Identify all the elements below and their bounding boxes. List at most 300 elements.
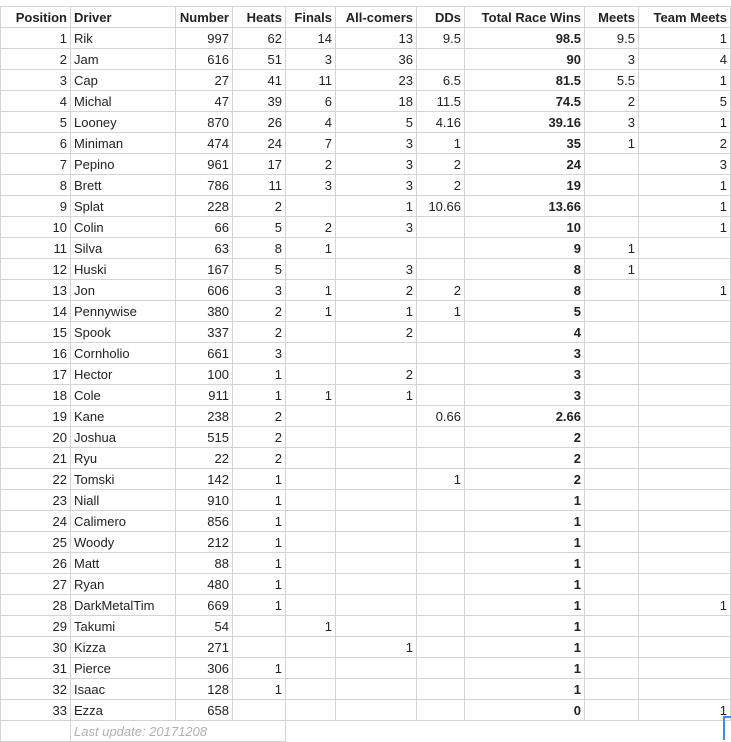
cell-meets[interactable] — [585, 553, 639, 574]
cell-finals[interactable]: 11 — [286, 70, 336, 91]
cell-total-race-wins[interactable]: 1 — [465, 637, 585, 658]
cell-number[interactable]: 142 — [176, 469, 233, 490]
cell-total-race-wins[interactable]: 90 — [465, 49, 585, 70]
cell-meets[interactable] — [585, 637, 639, 658]
cell-all-comers[interactable]: 2 — [336, 280, 417, 301]
cell-finals[interactable] — [286, 469, 336, 490]
cell-meets[interactable] — [585, 448, 639, 469]
cell-heats[interactable]: 2 — [233, 322, 286, 343]
cell-driver[interactable]: Huski — [71, 259, 176, 280]
cell-all-comers[interactable]: 1 — [336, 196, 417, 217]
cell-meets[interactable]: 2 — [585, 91, 639, 112]
cell-heats[interactable]: 2 — [233, 427, 286, 448]
cell-position[interactable]: 29 — [1, 616, 71, 637]
cell-heats[interactable]: 1 — [233, 658, 286, 679]
cell-team-meets[interactable] — [639, 574, 731, 595]
cell-position[interactable]: 3 — [1, 70, 71, 91]
cell-dds[interactable] — [417, 427, 465, 448]
cell-finals[interactable] — [286, 553, 336, 574]
cell-total-race-wins[interactable]: 9 — [465, 238, 585, 259]
cell-team-meets[interactable] — [639, 364, 731, 385]
cell-heats[interactable]: 8 — [233, 238, 286, 259]
cell-all-comers[interactable] — [336, 406, 417, 427]
cell-position[interactable]: 14 — [1, 301, 71, 322]
cell-team-meets[interactable]: 5 — [639, 91, 731, 112]
cell-position[interactable]: 11 — [1, 238, 71, 259]
cell-heats[interactable]: 1 — [233, 595, 286, 616]
cell-meets[interactable] — [585, 385, 639, 406]
cell-position[interactable]: 9 — [1, 196, 71, 217]
cell-meets[interactable]: 1 — [585, 238, 639, 259]
cell-total-race-wins[interactable]: 4 — [465, 322, 585, 343]
cell-team-meets[interactable] — [639, 322, 731, 343]
cell-all-comers[interactable]: 3 — [336, 217, 417, 238]
cell-total-race-wins[interactable]: 2 — [465, 427, 585, 448]
cell-meets[interactable]: 9.5 — [585, 28, 639, 49]
cell-total-race-wins[interactable]: 1 — [465, 595, 585, 616]
cell-team-meets[interactable]: 1 — [639, 217, 731, 238]
cell-dds[interactable] — [417, 637, 465, 658]
cell-meets[interactable] — [585, 511, 639, 532]
cell-position[interactable]: 28 — [1, 595, 71, 616]
cell-all-comers[interactable]: 18 — [336, 91, 417, 112]
cell-total-race-wins[interactable]: 1 — [465, 574, 585, 595]
cell-position[interactable]: 32 — [1, 679, 71, 700]
cell-all-comers[interactable]: 23 — [336, 70, 417, 91]
cell-heats[interactable]: 1 — [233, 364, 286, 385]
cell-all-comers[interactable] — [336, 658, 417, 679]
cell-finals[interactable]: 4 — [286, 112, 336, 133]
cell-all-comers[interactable]: 36 — [336, 49, 417, 70]
cell-total-race-wins[interactable]: 3 — [465, 364, 585, 385]
cell-team-meets[interactable] — [639, 427, 731, 448]
cell-all-comers[interactable]: 1 — [336, 637, 417, 658]
cell-driver[interactable]: Joshua — [71, 427, 176, 448]
cell-meets[interactable] — [585, 364, 639, 385]
cell-finals[interactable]: 14 — [286, 28, 336, 49]
cell-meets[interactable] — [585, 280, 639, 301]
cell-position[interactable]: 15 — [1, 322, 71, 343]
cell-total-race-wins[interactable]: 1 — [465, 679, 585, 700]
cell-total-race-wins[interactable]: 3 — [465, 343, 585, 364]
cell-all-comers[interactable]: 3 — [336, 154, 417, 175]
cell-heats[interactable] — [233, 637, 286, 658]
cell-driver[interactable]: Michal — [71, 91, 176, 112]
cell-heats[interactable]: 39 — [233, 91, 286, 112]
footer-empty-cell[interactable] — [1, 721, 71, 742]
cell-driver[interactable]: Cole — [71, 385, 176, 406]
cell-team-meets[interactable] — [639, 238, 731, 259]
cell-heats[interactable] — [233, 616, 286, 637]
cell-position[interactable]: 13 — [1, 280, 71, 301]
cell-team-meets[interactable]: 2 — [639, 133, 731, 154]
cell-total-race-wins[interactable]: 13.66 — [465, 196, 585, 217]
cell-team-meets[interactable]: 1 — [639, 70, 731, 91]
cell-number[interactable]: 856 — [176, 511, 233, 532]
cell-finals[interactable] — [286, 364, 336, 385]
cell-team-meets[interactable]: 1 — [639, 28, 731, 49]
cell-total-race-wins[interactable]: 8 — [465, 259, 585, 280]
cell-meets[interactable] — [585, 427, 639, 448]
cell-heats[interactable]: 2 — [233, 196, 286, 217]
cell-dds[interactable] — [417, 511, 465, 532]
cell-finals[interactable] — [286, 700, 336, 721]
cell-meets[interactable] — [585, 532, 639, 553]
cell-meets[interactable] — [585, 574, 639, 595]
cell-team-meets[interactable] — [639, 511, 731, 532]
cell-number[interactable]: 54 — [176, 616, 233, 637]
cell-dds[interactable] — [417, 553, 465, 574]
cell-heats[interactable] — [233, 700, 286, 721]
cell-driver[interactable]: Spook — [71, 322, 176, 343]
cell-finals[interactable] — [286, 658, 336, 679]
cell-finals[interactable] — [286, 406, 336, 427]
cell-heats[interactable]: 1 — [233, 553, 286, 574]
cell-dds[interactable]: 10.66 — [417, 196, 465, 217]
cell-position[interactable]: 1 — [1, 28, 71, 49]
cell-driver[interactable]: Silva — [71, 238, 176, 259]
cell-dds[interactable] — [417, 238, 465, 259]
cell-number[interactable]: 606 — [176, 280, 233, 301]
cell-team-meets[interactable]: 1 — [639, 700, 731, 721]
cell-number[interactable]: 380 — [176, 301, 233, 322]
cell-number[interactable]: 66 — [176, 217, 233, 238]
header-dds[interactable]: DDs — [417, 7, 465, 28]
cell-position[interactable]: 26 — [1, 553, 71, 574]
cell-driver[interactable]: Splat — [71, 196, 176, 217]
cell-all-comers[interactable] — [336, 490, 417, 511]
cell-heats[interactable]: 51 — [233, 49, 286, 70]
cell-number[interactable]: 63 — [176, 238, 233, 259]
cell-dds[interactable]: 11.5 — [417, 91, 465, 112]
cell-total-race-wins[interactable]: 10 — [465, 217, 585, 238]
cell-total-race-wins[interactable]: 1 — [465, 532, 585, 553]
header-finals[interactable]: Finals — [286, 7, 336, 28]
cell-total-race-wins[interactable]: 1 — [465, 490, 585, 511]
cell-heats[interactable]: 11 — [233, 175, 286, 196]
cell-meets[interactable]: 1 — [585, 259, 639, 280]
cell-number[interactable]: 616 — [176, 49, 233, 70]
cell-all-comers[interactable] — [336, 511, 417, 532]
cell-number[interactable]: 271 — [176, 637, 233, 658]
cell-driver[interactable]: Ezza — [71, 700, 176, 721]
cell-position[interactable]: 7 — [1, 154, 71, 175]
cell-team-meets[interactable]: 1 — [639, 175, 731, 196]
cell-position[interactable]: 23 — [1, 490, 71, 511]
cell-dds[interactable] — [417, 574, 465, 595]
cell-team-meets[interactable] — [639, 532, 731, 553]
cell-all-comers[interactable]: 2 — [336, 322, 417, 343]
cell-team-meets[interactable] — [639, 490, 731, 511]
cell-finals[interactable] — [286, 259, 336, 280]
cell-dds[interactable]: 1 — [417, 301, 465, 322]
cell-all-comers[interactable]: 3 — [336, 133, 417, 154]
cell-team-meets[interactable]: 3 — [639, 154, 731, 175]
cell-all-comers[interactable]: 2 — [336, 364, 417, 385]
cell-dds[interactable] — [417, 259, 465, 280]
cell-finals[interactable] — [286, 595, 336, 616]
cell-heats[interactable]: 1 — [233, 469, 286, 490]
cell-driver[interactable]: Takumi — [71, 616, 176, 637]
cell-all-comers[interactable]: 1 — [336, 301, 417, 322]
cell-position[interactable]: 20 — [1, 427, 71, 448]
cell-all-comers[interactable] — [336, 238, 417, 259]
cell-finals[interactable] — [286, 511, 336, 532]
cell-number[interactable]: 167 — [176, 259, 233, 280]
cell-dds[interactable]: 1 — [417, 133, 465, 154]
cell-number[interactable]: 238 — [176, 406, 233, 427]
cell-all-comers[interactable]: 3 — [336, 259, 417, 280]
cell-dds[interactable] — [417, 448, 465, 469]
cell-finals[interactable] — [286, 322, 336, 343]
cell-heats[interactable]: 2 — [233, 301, 286, 322]
cell-total-race-wins[interactable]: 98.5 — [465, 28, 585, 49]
cell-team-meets[interactable] — [639, 553, 731, 574]
cell-driver[interactable]: Kizza — [71, 637, 176, 658]
cell-heats[interactable]: 2 — [233, 406, 286, 427]
cell-team-meets[interactable] — [639, 679, 731, 700]
cell-all-comers[interactable] — [336, 469, 417, 490]
cell-all-comers[interactable] — [336, 532, 417, 553]
cell-finals[interactable]: 3 — [286, 175, 336, 196]
cell-all-comers[interactable] — [336, 616, 417, 637]
cell-number[interactable]: 22 — [176, 448, 233, 469]
cell-team-meets[interactable]: 1 — [639, 196, 731, 217]
cell-position[interactable]: 30 — [1, 637, 71, 658]
cell-number[interactable]: 870 — [176, 112, 233, 133]
cell-total-race-wins[interactable]: 24 — [465, 154, 585, 175]
cell-driver[interactable]: Miniman — [71, 133, 176, 154]
cell-dds[interactable] — [417, 490, 465, 511]
cell-total-race-wins[interactable]: 1 — [465, 616, 585, 637]
cell-finals[interactable] — [286, 532, 336, 553]
cell-number[interactable]: 997 — [176, 28, 233, 49]
cell-finals[interactable] — [286, 490, 336, 511]
cell-finals[interactable] — [286, 427, 336, 448]
cell-number[interactable]: 47 — [176, 91, 233, 112]
cell-meets[interactable] — [585, 301, 639, 322]
cell-position[interactable]: 27 — [1, 574, 71, 595]
cell-all-comers[interactable] — [336, 427, 417, 448]
header-position[interactable]: Position — [1, 7, 71, 28]
cell-team-meets[interactable] — [639, 385, 731, 406]
header-driver[interactable]: Driver — [71, 7, 176, 28]
cell-team-meets[interactable] — [639, 343, 731, 364]
cell-driver[interactable]: Isaac — [71, 679, 176, 700]
cell-driver[interactable]: Looney — [71, 112, 176, 133]
cell-total-race-wins[interactable]: 74.5 — [465, 91, 585, 112]
cell-total-race-wins[interactable]: 39.16 — [465, 112, 585, 133]
cell-total-race-wins[interactable]: 5 — [465, 301, 585, 322]
cell-driver[interactable]: Kane — [71, 406, 176, 427]
cell-finals[interactable] — [286, 196, 336, 217]
cell-meets[interactable]: 3 — [585, 112, 639, 133]
cell-dds[interactable] — [417, 364, 465, 385]
cell-team-meets[interactable] — [639, 637, 731, 658]
cell-driver[interactable]: Calimero — [71, 511, 176, 532]
cell-number[interactable]: 100 — [176, 364, 233, 385]
cell-all-comers[interactable] — [336, 595, 417, 616]
cell-total-race-wins[interactable]: 81.5 — [465, 70, 585, 91]
cell-driver[interactable]: Pierce — [71, 658, 176, 679]
cell-meets[interactable]: 3 — [585, 49, 639, 70]
cell-heats[interactable]: 62 — [233, 28, 286, 49]
cell-total-race-wins[interactable]: 19 — [465, 175, 585, 196]
cell-finals[interactable]: 1 — [286, 238, 336, 259]
cell-all-comers[interactable] — [336, 679, 417, 700]
cell-dds[interactable]: 9.5 — [417, 28, 465, 49]
cell-dds[interactable]: 2 — [417, 154, 465, 175]
cell-position[interactable]: 6 — [1, 133, 71, 154]
cell-position[interactable]: 19 — [1, 406, 71, 427]
cell-position[interactable]: 31 — [1, 658, 71, 679]
cell-finals[interactable]: 2 — [286, 217, 336, 238]
cell-heats[interactable]: 5 — [233, 259, 286, 280]
cell-total-race-wins[interactable]: 1 — [465, 658, 585, 679]
cell-position[interactable]: 33 — [1, 700, 71, 721]
cell-finals[interactable] — [286, 679, 336, 700]
cell-total-race-wins[interactable]: 1 — [465, 553, 585, 574]
cell-all-comers[interactable]: 5 — [336, 112, 417, 133]
cell-team-meets[interactable] — [639, 469, 731, 490]
header-team-meets[interactable]: Team Meets — [639, 7, 731, 28]
cell-number[interactable]: 911 — [176, 385, 233, 406]
cell-finals[interactable] — [286, 574, 336, 595]
cell-heats[interactable]: 1 — [233, 679, 286, 700]
cell-total-race-wins[interactable]: 8 — [465, 280, 585, 301]
cell-dds[interactable]: 2 — [417, 280, 465, 301]
cell-dds[interactable]: 6.5 — [417, 70, 465, 91]
cell-meets[interactable] — [585, 490, 639, 511]
cell-number[interactable]: 128 — [176, 679, 233, 700]
cell-driver[interactable]: Jon — [71, 280, 176, 301]
cell-dds[interactable] — [417, 217, 465, 238]
cell-dds[interactable] — [417, 49, 465, 70]
cell-number[interactable]: 212 — [176, 532, 233, 553]
cell-finals[interactable]: 7 — [286, 133, 336, 154]
cell-meets[interactable] — [585, 595, 639, 616]
cell-meets[interactable] — [585, 679, 639, 700]
cell-team-meets[interactable] — [639, 406, 731, 427]
cell-heats[interactable]: 3 — [233, 280, 286, 301]
cell-dds[interactable]: 1 — [417, 469, 465, 490]
cell-driver[interactable]: Niall — [71, 490, 176, 511]
cell-dds[interactable] — [417, 616, 465, 637]
cell-number[interactable]: 27 — [176, 70, 233, 91]
cell-dds[interactable] — [417, 595, 465, 616]
cell-team-meets[interactable]: 1 — [639, 595, 731, 616]
cell-meets[interactable] — [585, 175, 639, 196]
cell-total-race-wins[interactable]: 0 — [465, 700, 585, 721]
cell-heats[interactable]: 1 — [233, 385, 286, 406]
cell-dds[interactable]: 2 — [417, 175, 465, 196]
cell-all-comers[interactable]: 13 — [336, 28, 417, 49]
cell-number[interactable]: 961 — [176, 154, 233, 175]
cell-number[interactable]: 658 — [176, 700, 233, 721]
cell-heats[interactable]: 1 — [233, 532, 286, 553]
cell-team-meets[interactable]: 4 — [639, 49, 731, 70]
cell-position[interactable]: 22 — [1, 469, 71, 490]
cell-number[interactable]: 515 — [176, 427, 233, 448]
cell-position[interactable]: 10 — [1, 217, 71, 238]
cell-meets[interactable] — [585, 343, 639, 364]
cell-team-meets[interactable]: 1 — [639, 280, 731, 301]
cell-finals[interactable]: 2 — [286, 154, 336, 175]
cell-driver[interactable]: Cornholio — [71, 343, 176, 364]
cell-heats[interactable]: 1 — [233, 511, 286, 532]
cell-driver[interactable]: Jam — [71, 49, 176, 70]
cell-dds[interactable]: 0.66 — [417, 406, 465, 427]
cell-all-comers[interactable] — [336, 343, 417, 364]
header-meets[interactable]: Meets — [585, 7, 639, 28]
cell-number[interactable]: 306 — [176, 658, 233, 679]
cell-driver[interactable]: Woody — [71, 532, 176, 553]
cell-heats[interactable]: 1 — [233, 574, 286, 595]
cell-number[interactable]: 228 — [176, 196, 233, 217]
cell-heats[interactable]: 26 — [233, 112, 286, 133]
selection-marker[interactable] — [723, 716, 731, 740]
cell-finals[interactable]: 1 — [286, 280, 336, 301]
cell-dds[interactable] — [417, 385, 465, 406]
cell-all-comers[interactable] — [336, 574, 417, 595]
cell-total-race-wins[interactable]: 2 — [465, 448, 585, 469]
cell-finals[interactable]: 6 — [286, 91, 336, 112]
cell-position[interactable]: 24 — [1, 511, 71, 532]
cell-all-comers[interactable]: 3 — [336, 175, 417, 196]
cell-team-meets[interactable] — [639, 301, 731, 322]
cell-heats[interactable]: 5 — [233, 217, 286, 238]
cell-heats[interactable]: 24 — [233, 133, 286, 154]
cell-meets[interactable] — [585, 616, 639, 637]
cell-number[interactable]: 480 — [176, 574, 233, 595]
cell-meets[interactable] — [585, 196, 639, 217]
cell-heats[interactable]: 2 — [233, 448, 286, 469]
cell-finals[interactable]: 1 — [286, 616, 336, 637]
cell-driver[interactable]: Pennywise — [71, 301, 176, 322]
cell-heats[interactable]: 1 — [233, 490, 286, 511]
cell-driver[interactable]: Cap — [71, 70, 176, 91]
cell-number[interactable]: 474 — [176, 133, 233, 154]
cell-meets[interactable]: 5.5 — [585, 70, 639, 91]
cell-position[interactable]: 21 — [1, 448, 71, 469]
cell-meets[interactable] — [585, 322, 639, 343]
cell-meets[interactable] — [585, 658, 639, 679]
cell-number[interactable]: 786 — [176, 175, 233, 196]
cell-position[interactable]: 12 — [1, 259, 71, 280]
cell-position[interactable]: 5 — [1, 112, 71, 133]
cell-position[interactable]: 2 — [1, 49, 71, 70]
header-heats[interactable]: Heats — [233, 7, 286, 28]
cell-finals[interactable] — [286, 637, 336, 658]
cell-position[interactable]: 17 — [1, 364, 71, 385]
cell-number[interactable]: 669 — [176, 595, 233, 616]
cell-driver[interactable]: Colin — [71, 217, 176, 238]
header-number[interactable]: Number — [176, 7, 233, 28]
cell-total-race-wins[interactable]: 2.66 — [465, 406, 585, 427]
cell-driver[interactable]: DarkMetalTim — [71, 595, 176, 616]
header-total-race-wins[interactable]: Total Race Wins — [465, 7, 585, 28]
cell-dds[interactable] — [417, 322, 465, 343]
cell-dds[interactable] — [417, 343, 465, 364]
cell-driver[interactable]: Matt — [71, 553, 176, 574]
cell-meets[interactable] — [585, 154, 639, 175]
cell-all-comers[interactable] — [336, 700, 417, 721]
cell-meets[interactable] — [585, 217, 639, 238]
cell-team-meets[interactable] — [639, 448, 731, 469]
cell-meets[interactable] — [585, 406, 639, 427]
cell-team-meets[interactable] — [639, 616, 731, 637]
cell-position[interactable]: 16 — [1, 343, 71, 364]
